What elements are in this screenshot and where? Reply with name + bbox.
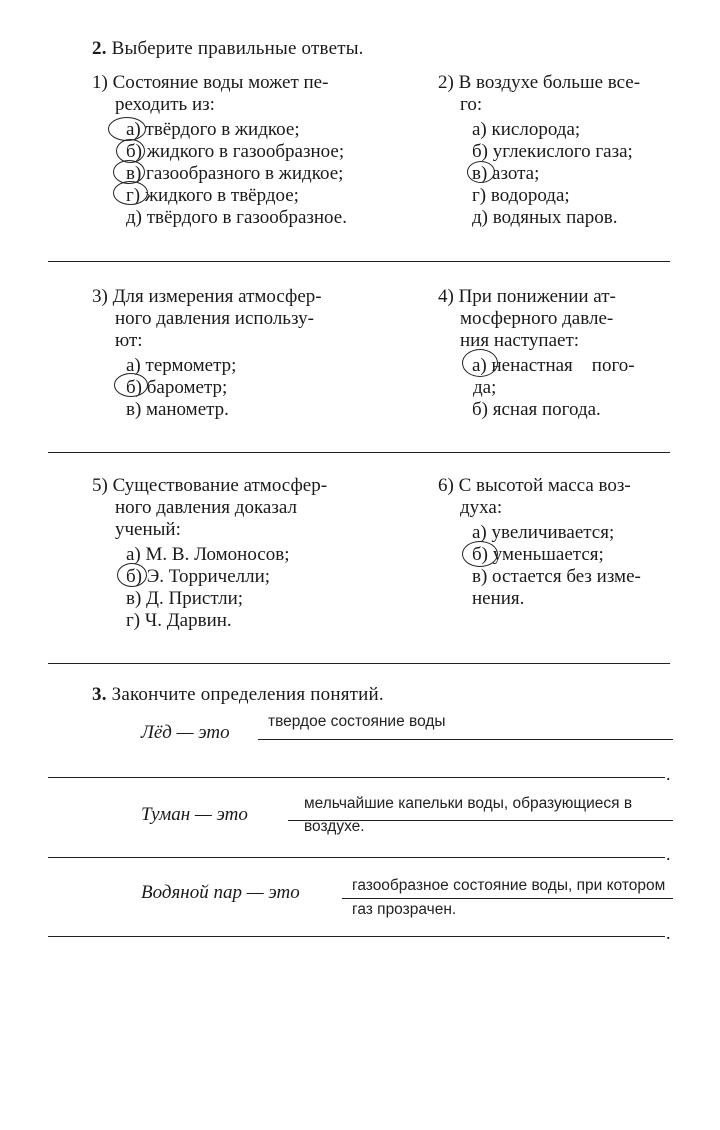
answer-underline [48, 936, 665, 937]
task-2-text: Выберите правильные ответы. [111, 38, 364, 59]
question-2-option-b[interactable]: б) углекислого газа; [472, 141, 633, 162]
question-6-stem-line-2: духа: [460, 497, 503, 518]
definition-term-fog: Туман — это [141, 804, 248, 825]
question-5-stem-line-1: 5) Существование атмосфер- [92, 475, 328, 496]
question-5-option-a[interactable]: а) М. В. Ломоносов; [126, 544, 290, 565]
question-6-option-v-continued: нения. [472, 588, 525, 609]
question-4-stem-line-2: мосферного давле- [460, 308, 614, 329]
question-2-stem-line-1: 2) В воздухе больше все- [438, 72, 641, 93]
question-6 [438, 475, 641, 610]
answer-underline [342, 898, 673, 899]
section-divider [48, 261, 670, 262]
question-1-option-d[interactable]: д) твёрдого в газообразное. [126, 207, 347, 228]
question-1-option-a[interactable]: а) твёрдого в жидкое; [126, 119, 300, 140]
answer-underline [48, 777, 665, 778]
definition-answer-ice[interactable]: твердое состояние воды [268, 713, 446, 730]
question-2-stem-line-2: го: [460, 94, 483, 115]
question-6-stem-line-1: 6) С высотой масса воз- [438, 475, 631, 496]
question-3-stem-line-2: ного давления использу- [115, 308, 314, 329]
question-5-option-g[interactable]: г) Ч. Дарвин. [126, 610, 232, 631]
question-6-option-b[interactable]: б) уменьшается; [472, 544, 604, 565]
section-divider [48, 663, 670, 664]
question-3-stem-line-3: ют: [115, 330, 143, 351]
question-2-option-d[interactable]: д) водяных паров. [472, 207, 618, 228]
question-1-stem-line-2: реходить из: [115, 94, 215, 115]
task-3-text: Закончите определения понятий. [111, 684, 384, 705]
answer-underline [48, 857, 665, 858]
answer-underline [258, 739, 673, 740]
question-2-option-a[interactable]: а) кислорода; [472, 119, 581, 140]
question-6-option-v[interactable]: в) остается без изме- [472, 566, 641, 587]
question-1 [92, 72, 347, 229]
question-6-option-a[interactable]: а) увеличивается; [472, 522, 615, 543]
question-2 [438, 72, 640, 229]
question-1-option-v[interactable]: в) газообразного в жидкое; [126, 163, 344, 184]
line-end-dot: . [666, 923, 671, 943]
question-3-option-a[interactable]: а) термометр; [126, 355, 237, 376]
definition-term-water-vapor: Водяной пар — это [141, 882, 300, 903]
question-4-stem-line-3: ния наступает: [460, 330, 580, 351]
definition-answer-fog-line-2[interactable]: воздухе. [304, 818, 365, 835]
question-4-option-a[interactable]: а) ненастная пого- [472, 355, 635, 376]
task-3-title [92, 684, 384, 706]
question-3-stem-line-1: 3) Для измерения атмосфер- [92, 286, 322, 307]
task-2-title [92, 38, 364, 60]
definition-answer-vapor-line-2[interactable]: газ прозрачен. [352, 901, 457, 918]
question-5-option-v[interactable]: в) Д. Пристли; [126, 588, 244, 609]
question-3-option-b[interactable]: б) барометр; [126, 377, 228, 398]
question-5 [92, 475, 327, 632]
question-4-option-b[interactable]: б) ясная погода. [472, 399, 601, 420]
line-end-dot: . [666, 764, 671, 784]
question-2-option-g[interactable]: г) водорода; [472, 185, 570, 206]
definition-term-ice: Лёд — это [141, 722, 230, 743]
question-3 [92, 286, 322, 421]
section-divider [48, 452, 670, 453]
question-4 [438, 286, 635, 421]
question-5-stem-line-2: ного давления доказал [115, 497, 297, 518]
question-2-option-v[interactable]: в) азота; [472, 163, 540, 184]
answer-underline [288, 820, 673, 821]
task-2-number: 2. [92, 38, 107, 59]
question-3-option-v[interactable]: в) манометр. [126, 399, 229, 420]
question-1-stem-line-1: 1) Состояние воды может пе- [92, 72, 329, 93]
question-5-stem-line-3: ученый: [115, 519, 181, 540]
definition-answer-fog-line-1[interactable]: мельчайшие капельки воды, образующиеся в [304, 795, 633, 812]
question-1-option-b[interactable]: б) жидкого в газообразное; [126, 141, 345, 162]
question-1-option-g[interactable]: г) жидкого в твёрдое; [126, 185, 299, 206]
line-end-dot: . [666, 844, 671, 864]
question-4-option-a-continued: да; [473, 377, 497, 398]
task-3-number: 3. [92, 684, 107, 705]
definition-answer-vapor-line-1[interactable]: газообразное состояние воды, при котором [352, 877, 666, 894]
question-5-option-b[interactable]: б) Э. Торричелли; [126, 566, 271, 587]
question-4-stem-line-1: 4) При понижении ат- [438, 286, 616, 307]
